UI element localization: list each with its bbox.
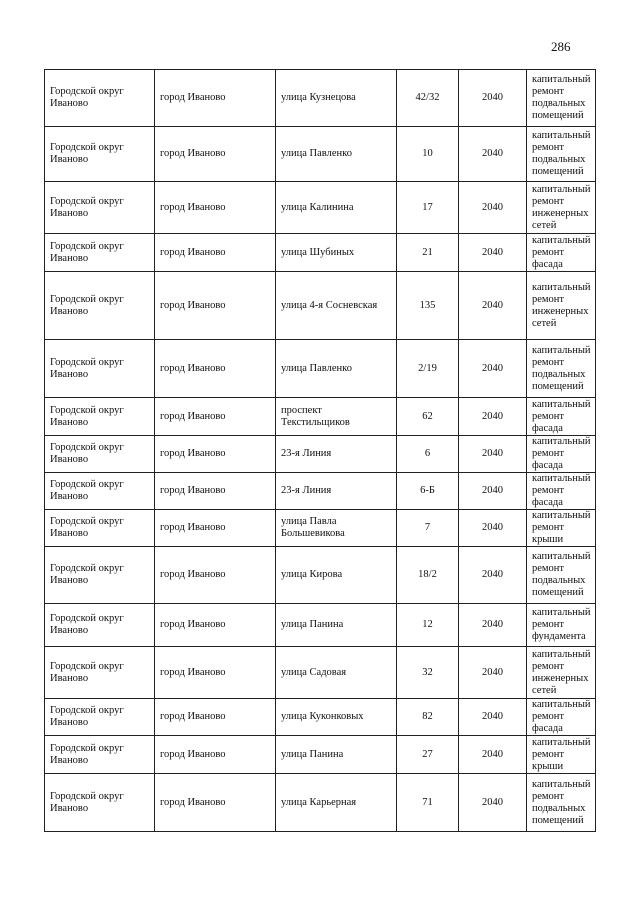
work-type-cell: капитальный ремонт инженерных сетей xyxy=(527,272,596,340)
table-row xyxy=(45,70,596,127)
work-type-cell: капитальный ремонт подвальных помещений xyxy=(527,547,596,604)
year-cell: 2040 xyxy=(459,182,527,234)
district-cell: Городской округ Иваново xyxy=(45,736,155,774)
work-type-cell: капитальный ремонт крыши xyxy=(527,510,596,547)
table-row xyxy=(45,398,596,436)
settlement-cell: город Иваново xyxy=(155,127,276,182)
year-cell: 2040 xyxy=(459,774,527,832)
district-cell: Городской округ Иваново xyxy=(45,774,155,832)
house-number-cell: 135 xyxy=(397,272,459,340)
table-row xyxy=(45,272,596,340)
year-cell: 2040 xyxy=(459,436,527,473)
house-number-cell: 71 xyxy=(397,774,459,832)
year-cell: 2040 xyxy=(459,70,527,127)
settlement-cell: город Иваново xyxy=(155,398,276,436)
settlement-cell: город Иваново xyxy=(155,774,276,832)
house-number-cell: 18/2 xyxy=(397,547,459,604)
table-row xyxy=(45,510,596,547)
street-cell: улица Калинина xyxy=(276,182,397,234)
district-cell: Городской округ Иваново xyxy=(45,547,155,604)
table-body xyxy=(45,70,596,832)
table-row xyxy=(45,473,596,510)
street-cell: проспект Текстильщиков xyxy=(276,398,397,436)
table-row xyxy=(45,340,596,398)
street-cell: улица Шубиных xyxy=(276,234,397,272)
work-type-cell: капитальный ремонт подвальных помещений xyxy=(527,774,596,832)
year-cell: 2040 xyxy=(459,127,527,182)
year-cell: 2040 xyxy=(459,473,527,510)
work-type-cell: капитальный ремонт крыши xyxy=(527,736,596,774)
street-cell: улица Панина xyxy=(276,604,397,647)
settlement-cell: город Иваново xyxy=(155,436,276,473)
settlement-cell: город Иваново xyxy=(155,604,276,647)
street-cell: 23-я Линия xyxy=(276,436,397,473)
work-type-cell: капитальный ремонт инженерных сетей xyxy=(527,647,596,699)
district-cell: Городской округ Иваново xyxy=(45,272,155,340)
work-type-cell: капитальный ремонт инженерных сетей xyxy=(527,182,596,234)
house-number-cell: 12 xyxy=(397,604,459,647)
settlement-cell: город Иваново xyxy=(155,70,276,127)
table-row xyxy=(45,182,596,234)
year-cell: 2040 xyxy=(459,234,527,272)
table-row xyxy=(45,699,596,736)
house-number-cell: 7 xyxy=(397,510,459,547)
settlement-cell: город Иваново xyxy=(155,340,276,398)
table-row xyxy=(45,547,596,604)
year-cell: 2040 xyxy=(459,272,527,340)
house-number-cell: 42/32 xyxy=(397,70,459,127)
district-cell: Городской округ Иваново xyxy=(45,647,155,699)
district-cell: Городской округ Иваново xyxy=(45,699,155,736)
year-cell: 2040 xyxy=(459,736,527,774)
street-cell: улица Куконковых xyxy=(276,699,397,736)
work-type-cell: капитальный ремонт фасада xyxy=(527,436,596,473)
house-number-cell: 62 xyxy=(397,398,459,436)
district-cell: Городской округ Иваново xyxy=(45,398,155,436)
street-cell: улица Панина xyxy=(276,736,397,774)
settlement-cell: город Иваново xyxy=(155,473,276,510)
district-cell: Городской округ Иваново xyxy=(45,70,155,127)
street-cell: улица Кирова xyxy=(276,547,397,604)
table-row xyxy=(45,647,596,699)
district-cell: Городской округ Иваново xyxy=(45,234,155,272)
district-cell: Городской округ Иваново xyxy=(45,127,155,182)
settlement-cell: город Иваново xyxy=(155,234,276,272)
repair-schedule-table xyxy=(44,69,596,832)
year-cell: 2040 xyxy=(459,510,527,547)
settlement-cell: город Иваново xyxy=(155,272,276,340)
work-type-cell: капитальный ремонт подвальных помещений xyxy=(527,70,596,127)
street-cell: улица Павла Большевикова xyxy=(276,510,397,547)
street-cell: улица Садовая xyxy=(276,647,397,699)
street-cell: улица Кузнецова xyxy=(276,70,397,127)
table-row xyxy=(45,234,596,272)
page-number: 286 xyxy=(551,39,571,54)
year-cell: 2040 xyxy=(459,547,527,604)
street-cell: 23-я Линия xyxy=(276,473,397,510)
house-number-cell: 6 xyxy=(397,436,459,473)
street-cell: улица Павленко xyxy=(276,340,397,398)
year-cell: 2040 xyxy=(459,647,527,699)
work-type-cell: капитальный ремонт фасада xyxy=(527,473,596,510)
work-type-cell: капитальный ремонт фундамента xyxy=(527,604,596,647)
table-row xyxy=(45,774,596,832)
district-cell: Городской округ Иваново xyxy=(45,340,155,398)
year-cell: 2040 xyxy=(459,340,527,398)
table-row xyxy=(45,127,596,182)
street-cell: улица Карьерная xyxy=(276,774,397,832)
house-number-cell: 32 xyxy=(397,647,459,699)
district-cell: Городской округ Иваново xyxy=(45,182,155,234)
house-number-cell: 21 xyxy=(397,234,459,272)
table-row xyxy=(45,604,596,647)
year-cell: 2040 xyxy=(459,604,527,647)
street-cell: улица 4-я Сосневская xyxy=(276,272,397,340)
district-cell: Городской округ Иваново xyxy=(45,436,155,473)
work-type-cell: капитальный ремонт фасада xyxy=(527,699,596,736)
settlement-cell: город Иваново xyxy=(155,510,276,547)
house-number-cell: 17 xyxy=(397,182,459,234)
work-type-cell: капитальный ремонт подвальных помещений xyxy=(527,127,596,182)
year-cell: 2040 xyxy=(459,398,527,436)
year-cell: 2040 xyxy=(459,699,527,736)
house-number-cell: 2/19 xyxy=(397,340,459,398)
house-number-cell: 82 xyxy=(397,699,459,736)
house-number-cell: 27 xyxy=(397,736,459,774)
settlement-cell: город Иваново xyxy=(155,736,276,774)
table-row xyxy=(45,436,596,473)
table-row xyxy=(45,736,596,774)
work-type-cell: капитальный ремонт фасада xyxy=(527,234,596,272)
street-cell: улица Павленко xyxy=(276,127,397,182)
house-number-cell: 6-Б xyxy=(397,473,459,510)
house-number-cell: 10 xyxy=(397,127,459,182)
settlement-cell: город Иваново xyxy=(155,547,276,604)
settlement-cell: город Иваново xyxy=(155,699,276,736)
district-cell: Городской округ Иваново xyxy=(45,473,155,510)
settlement-cell: город Иваново xyxy=(155,647,276,699)
work-type-cell: капитальный ремонт фасада xyxy=(527,398,596,436)
settlement-cell: город Иваново xyxy=(155,182,276,234)
work-type-cell: капитальный ремонт подвальных помещений xyxy=(527,340,596,398)
district-cell: Городской округ Иваново xyxy=(45,604,155,647)
district-cell: Городской округ Иваново xyxy=(45,510,155,547)
